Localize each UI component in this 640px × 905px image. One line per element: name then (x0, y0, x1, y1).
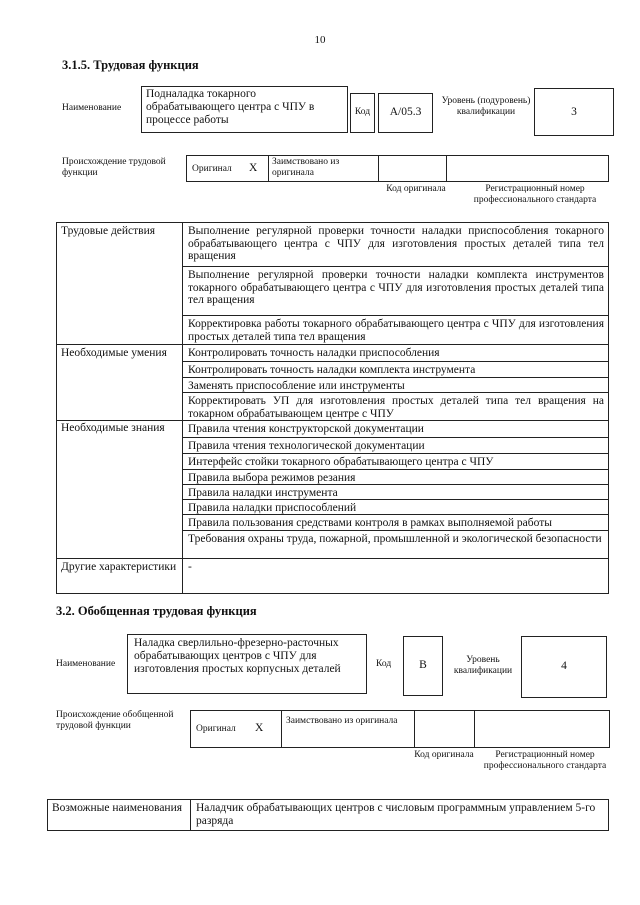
level-box-2 (521, 636, 607, 698)
possible-names-divider (190, 799, 191, 831)
code-label: Код (354, 107, 371, 117)
row-separator (56, 344, 609, 345)
possible-names-value: Наладчик обрабатывающих центров с числовым программным управлением 5-го разряда (196, 802, 596, 827)
name-value-2: Наладка сверлильно-фрезерно-расточных обрабатывающих центров с ЧПУ для изготовления простых корпусных деталей (134, 637, 341, 675)
table-column-divider (182, 222, 183, 594)
skill-item: Контролировать точность наладки комплекта инструмента (188, 364, 476, 376)
action-item: Выполнение регулярной проверки точности наладки приспособления токарного обрабатывающего центра с ЧПУ для изготовления простых деталей типа тел вращения (188, 225, 604, 262)
item-separator (182, 469, 609, 470)
item-separator (182, 530, 609, 531)
code-original-label: Код оригинала (386, 184, 446, 194)
item-separator (182, 453, 609, 454)
action-item: Выполнение регулярной проверки точности наладки комплекта инструментов токарного обрабатывающего центра с ЧПУ для изготовления простых деталей типа тел вращения (188, 269, 604, 306)
code-value-2: B (419, 659, 427, 671)
level-box (534, 88, 614, 136)
knowledge-item: Правила наладки инструмента (188, 487, 338, 499)
possible-names-label: Возможные наименования (52, 802, 183, 814)
item-separator (182, 499, 609, 500)
skill-item: Корректировать УП для изготовления простых деталей типа тел вращения на токарном обрабатывающем центре с ЧПУ (188, 395, 604, 420)
level-value: 3 (571, 106, 577, 118)
code-label-box (350, 93, 375, 133)
code-label-2: Код (376, 659, 392, 669)
original-mark: X (249, 162, 258, 174)
name-value: Подналадка токарного обрабатывающего центра с ЧПУ в процессе работы (146, 88, 315, 126)
code-value-box (378, 93, 433, 133)
code-value: A/05.3 (389, 106, 422, 118)
origin-divider-3 (474, 710, 475, 748)
origin-divider-2 (378, 155, 379, 182)
name-box-2 (127, 634, 367, 694)
knowledge-item: Правила наладки приспособлений (188, 502, 357, 514)
borrowed-label-2: Заимствовано из оригинала (286, 716, 398, 726)
reg-number-label: Регистрационный номер профессионального стандарта (473, 184, 597, 205)
knowledge-item: Правила выбора режимов резания (188, 472, 356, 484)
section2-title: 3.2. Обобщенная трудовая функция (56, 604, 257, 618)
page-number: 10 (314, 34, 326, 46)
item-separator (182, 484, 609, 485)
original-mark-2: X (255, 722, 264, 734)
item-separator (182, 266, 609, 267)
code-value-box-2 (403, 636, 443, 696)
item-separator (182, 315, 609, 316)
name-label-2: Наименование (56, 659, 116, 669)
level-value-2: 4 (561, 660, 567, 672)
row-separator (56, 558, 609, 559)
item-separator (182, 514, 609, 515)
origin-divider-1 (281, 710, 282, 748)
row-label-skills: Необходимые умения (61, 347, 167, 359)
origin-divider-2 (414, 710, 415, 748)
row-label-knowledge: Необходимые знания (61, 422, 165, 434)
level-label-2: Уровень квалификации (453, 655, 513, 676)
original-label-2: Оригинал (196, 724, 236, 734)
row-label-other: Другие характеристики (61, 561, 177, 573)
skill-item: Контролировать точность наладки приспособления (188, 347, 440, 359)
item-separator (182, 437, 609, 438)
item-separator (182, 361, 609, 362)
action-item: Корректировка работы токарного обрабатывающего центра с ЧПУ для изготовления простых деталей типа тел вращения (188, 318, 604, 343)
item-separator (182, 392, 609, 393)
name-label: Наименование (62, 103, 122, 113)
borrowed-label: Заимствовано из оригинала (272, 157, 340, 178)
knowledge-item: Правила пользования средствами контроля в рамках выполняемой работы (188, 517, 552, 529)
original-label: Оригинал (192, 164, 232, 174)
code-original-label-2: Код оригинала (414, 750, 474, 760)
origin-label-2: Происхождение обобщенной трудовой функции (56, 710, 174, 731)
origin-divider-3 (446, 155, 447, 182)
skill-item: Заменять приспособление или инструменты (188, 380, 405, 392)
name-box (141, 86, 348, 133)
knowledge-item: Интерфейс стойки токарного обрабатывающего центра с ЧПУ (188, 456, 494, 468)
origin-label: Происхождение трудовой функции (62, 157, 166, 178)
knowledge-item: Требования охраны труда, пожарной, промышленной и экологической безопасности (188, 533, 602, 545)
item-separator (182, 377, 609, 378)
reg-number-label-2: Регистрационный номер профессионального стандарта (483, 750, 607, 771)
knowledge-item: Правила чтения конструкторской документации (188, 423, 424, 435)
row-label-actions: Трудовые действия (61, 225, 156, 237)
other-item: - (188, 561, 192, 573)
section-title: 3.1.5. Трудовая функция (62, 58, 199, 72)
knowledge-item: Правила чтения технологической документации (188, 440, 425, 452)
origin-divider-1 (268, 155, 269, 182)
level-label: Уровень (подуровень) квалификации (441, 96, 531, 117)
